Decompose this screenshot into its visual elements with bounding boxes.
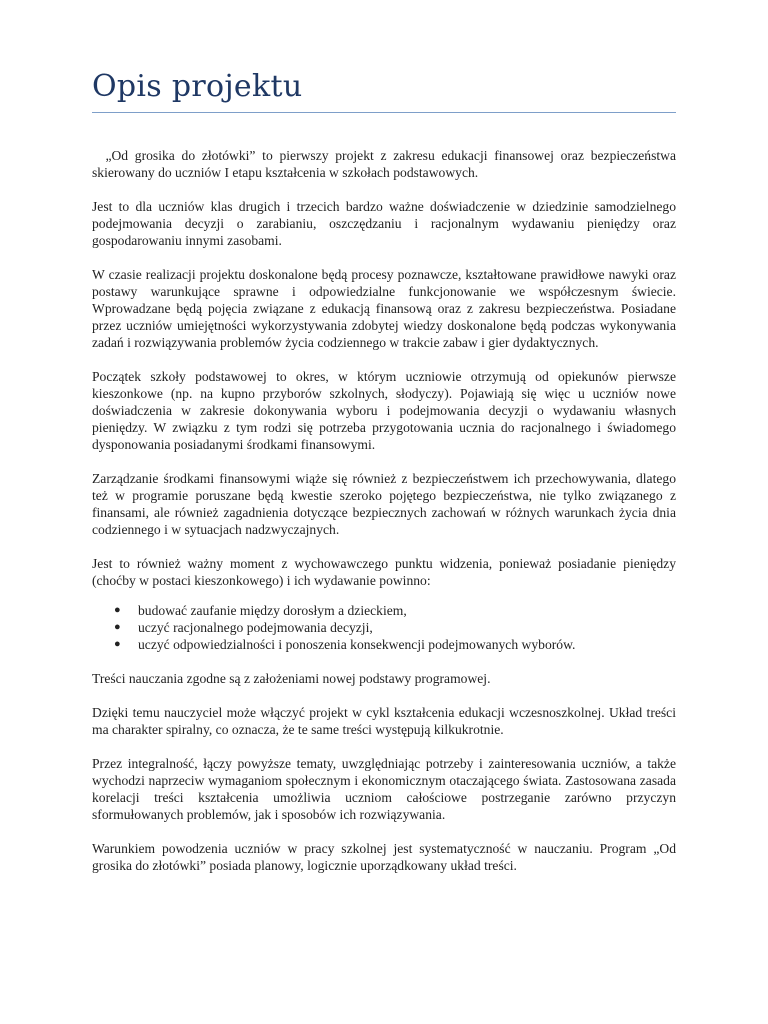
paragraph-financial-management: Zarządzanie środkami finansowymi wiąże się również z bezpieczeństwem ich przechowywania, dlatego też w programie poruszane będą kwestie szeroko pojętego bezpieczeństwa, nie tylko związanego z finansami, ale również zagadnienia dotyczące bezpiecznych zachowań w różnych warunkach życia dnia codziennego i w sytuacjach nadzwyczajnych. bbox=[92, 471, 676, 537]
paragraph-integrality: Przez integralność, łączy powyższe tematy, uwzględniając potrzeby i zainteresowania uczniów, a także wychodzi naprzeciw wymaganiom społecznym i ekonomicznym otaczającego świata. Zastosowana zasada korelacji treści kształcenia umożliwia uczniom całościowe postrzeganie zarówno przyczyn sformułowanych problemów, jak i sposobów ich rozwiązywania. bbox=[92, 756, 676, 822]
list-item bbox=[114, 602, 676, 619]
paragraph-teacher: Dzięki temu nauczyciel może włączyć projekt w cykl kształcenia edukacji wczesnoszkolnej. Układ treści ma charakter spiralny, co oznacza, że te same treści występują kilkukrotnie. bbox=[92, 705, 676, 737]
list-item bbox=[114, 636, 676, 653]
paragraph-experience: Jest to dla uczniów klas drugich i trzecich bardzo ważne doświadczenie w dziedzinie samodzielnego podejmowania decyzji o zarabianiu, oszczędzaniu i racjonalnym wydawaniu pieniędzy oraz gospodarowaniu innymi zasobami. bbox=[92, 199, 676, 248]
bullet-icon: ● bbox=[114, 604, 121, 616]
list-item-text: uczyć odpowiedzialności i ponoszenia konsekwencji podejmowanych wyborów. bbox=[138, 637, 576, 652]
list-item bbox=[114, 619, 676, 636]
bullet-list bbox=[92, 602, 676, 653]
list-item-text: budować zaufanie między dorosłym a dzieckiem, bbox=[138, 603, 407, 618]
list-item-text: uczyć racjonalnego podejmowania decyzji, bbox=[138, 620, 373, 635]
paragraph-systematicity: Warunkiem powodzenia uczniów w pracy szkolnej jest systematyczność w nauczaniu. Program „Od grosika do złotówki” posiada planowy, logicznie uporządkowany układ treści. bbox=[92, 841, 676, 873]
paragraph-curriculum: Treści nauczania zgodne są z założeniami nowej podstawy programowej. bbox=[92, 671, 491, 686]
paragraph-school-start: Początek szkoły podstawowej to okres, w którym uczniowie otrzymują od opiekunów pierwsze kieszonkowe (np. na kupno przyborów szkolnych, słodyczy). Pojawiają się więc u uczniów nowe doświadczenia w zakresie dokonywania wyboru i podejmowania decyzji o wydawaniu własnych pieniędzy. W związku z tym rodzi się potrzeba przygotowania ucznia do racjonalnego i świadomego dysponowania posiadanymi środkami finansowymi. bbox=[92, 369, 676, 452]
page-title: Opis projektu bbox=[92, 69, 303, 104]
paragraph-educational-moment: Jest to również ważny moment z wychowawczego punktu widzenia, ponieważ posiadanie pieniędzy (choćby w postaci kieszonkowego) i ich wydawanie powinno: bbox=[92, 556, 676, 588]
bullet-icon: ● bbox=[114, 621, 121, 633]
title-underline bbox=[92, 112, 676, 113]
bullet-icon: ● bbox=[114, 638, 121, 650]
paragraph-intro: „Od grosika do złotówki” to pierwszy projekt z zakresu edukacji finansowej oraz bezpieczeństwa skierowany do uczniów I etapu kształcenia w szkołach podstawowych. bbox=[92, 148, 680, 180]
paragraph-project-realization: W czasie realizacji projektu doskonalone będą procesy poznawcze, kształtowane prawidłowe nawyki oraz postawy warunkujące sprawne i odpowiedzialne funkcjonowanie we współczesnym świecie. Wprowadzane będą pojęcia związane z edukacją finansową oraz z zakresu bezpieczeństwa. Posiadane przez uczniów umiejętności wykorzystywania zdobytej wiedzy doskonalone będą podczas wykonywania zadań i rozwiązywania problemów życia codziennego w trakcie zabaw i gier dydaktycznych. bbox=[92, 267, 676, 350]
document-page bbox=[92, 66, 680, 891]
